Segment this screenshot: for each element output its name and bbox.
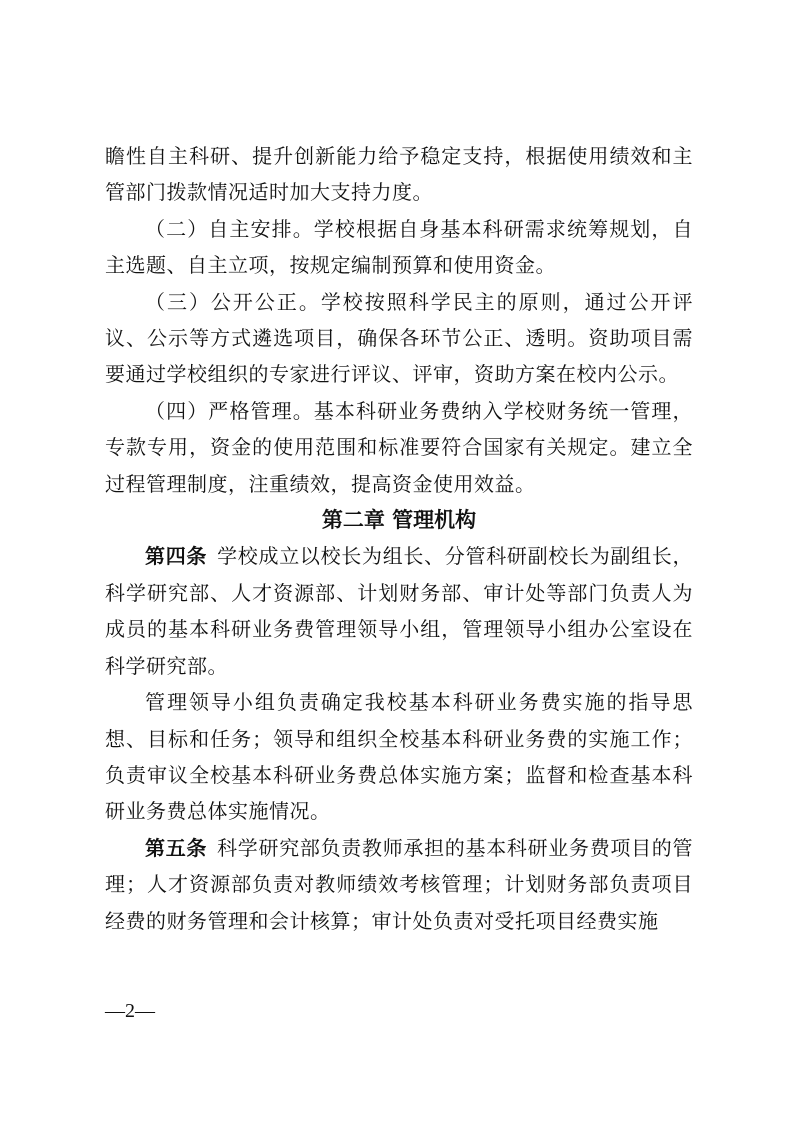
article-4-second-paragraph: 管理领导小组负责确定我校基本科研业务费实施的指导思想、目标和任务；领导和组织全校基本科研业务费的实施工作；负责审议全校基本科研业务费总体实施方案；监督和检查基本科研业务费总体实施情况。 bbox=[105, 690, 693, 824]
paragraph-openness-fairness: （三）公开公正。学校按照科学民主的原则，通过公开评议、公示等方式遴选项目，确保各环节公正、透明。资助项目需要通过学校组织的专家进行评议、评审，资助方案在校内公示。 bbox=[105, 289, 693, 387]
chapter-heading: 第二章 管理机构 bbox=[321, 508, 477, 533]
paragraph-strict-management: （四）严格管理。基本科研业务费纳入学校财务统一管理，专款专用，资金的使用范围和标准要符合国家有关规定。建立全过程管理制度，注重绩效，提高资金使用效益。 bbox=[105, 398, 693, 496]
paragraph-autonomous-arrangement: （二）自主安排。学校根据自身基本科研需求统筹规划，自主选题、自主立项，按规定编制预算和使用资金。 bbox=[105, 216, 693, 278]
article-5-paragraph bbox=[105, 830, 693, 939]
page-number: —2— bbox=[105, 1000, 155, 1022]
article-4-text: 学校成立以校长为组长、分管科研副校长为副组长，科学研究部、人才资源部、计划财务部、审计处等部门负责人为成员的基本科研业务费管理领导小组，管理领导小组办公室设在科学研究部。 bbox=[105, 544, 694, 678]
article-4-paragraph bbox=[105, 538, 693, 684]
paragraph-continuation: 瞻性自主科研、提升创新能力给予稳定支持，根据使用绩效和主管部门拨款情况适时加大支持力度。 bbox=[105, 144, 693, 205]
article-5-label: 第五条 bbox=[145, 835, 208, 860]
article-4-label: 第四条 bbox=[145, 544, 208, 569]
article-5-text: 科学研究部负责教师承担的基本科研业务费项目的管理；人才资源部负责对教师绩效考核管理；计划财务部负责项目经费的财务管理和会计核算；审计处负责对受托项目经费实施 bbox=[105, 835, 694, 933]
document-body bbox=[105, 138, 693, 939]
